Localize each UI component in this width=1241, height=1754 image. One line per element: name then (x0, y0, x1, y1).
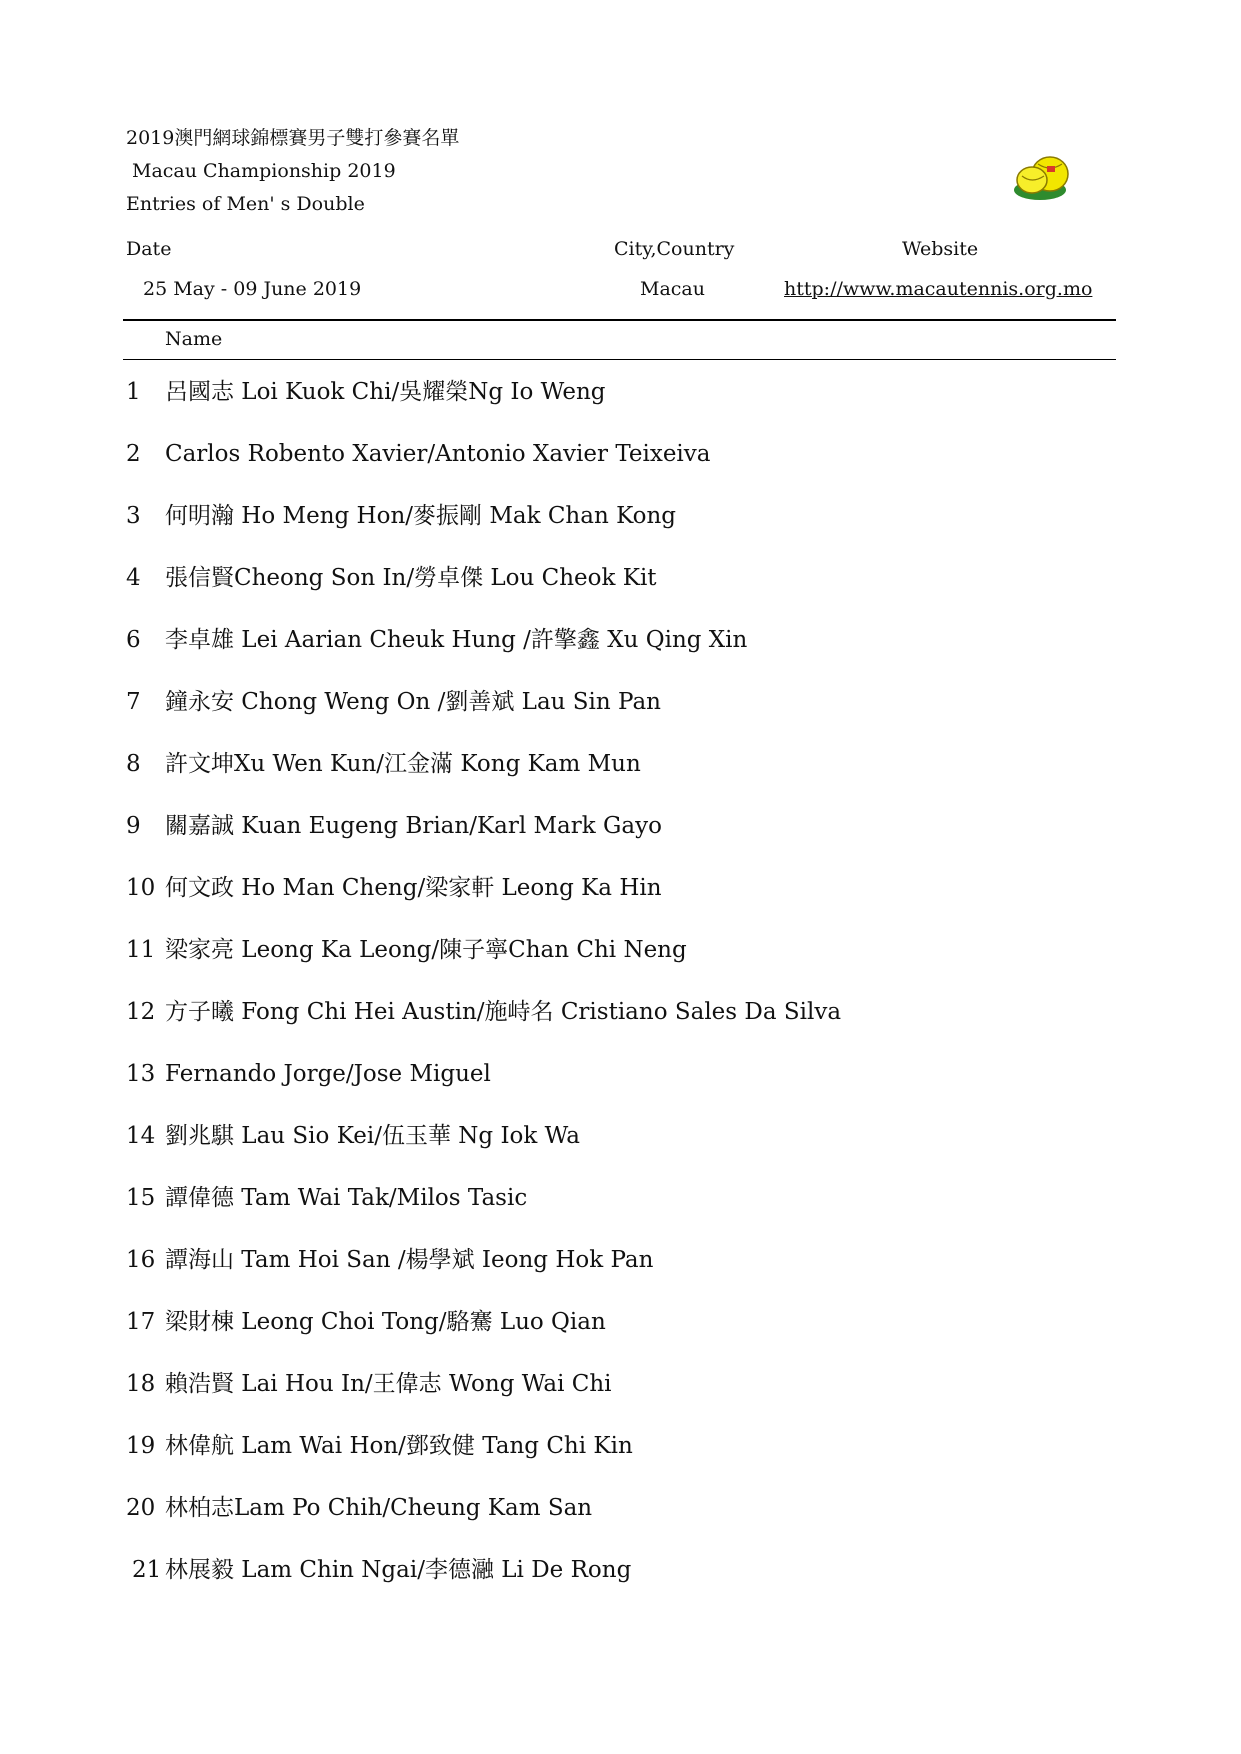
entry-number: 14 (126, 1123, 156, 1149)
entry-number: 17 (126, 1309, 156, 1335)
entry-number: 1 (126, 379, 141, 405)
entry-number: 19 (126, 1433, 156, 1459)
entry-names: 譚海山 Tam Hoi San /楊學斌 Ieong Hok Pan (165, 1247, 654, 1273)
entry-number: 11 (126, 937, 156, 963)
table-top-rule (123, 319, 1116, 321)
entry-names: 何明瀚 Ho Meng Hon/麥振剛 Mak Chan Kong (165, 503, 677, 529)
list-item (0, 868, 1241, 930)
list-item (0, 992, 1241, 1054)
name-column-header: Name (165, 328, 223, 350)
entry-number: 2 (126, 441, 141, 467)
entry-number: 15 (126, 1185, 156, 1211)
entry-number: 4 (126, 565, 141, 591)
entry-number: 18 (126, 1371, 156, 1397)
entry-names: 林展毅 Lam Chin Ngai/李德瀜 Li De Rong (165, 1557, 632, 1583)
list-item (0, 1426, 1241, 1488)
entry-names: 許文坤Xu Wen Kun/江金滿 Kong Kam Mun (165, 751, 641, 777)
entry-number: 20 (126, 1495, 156, 1521)
entry-names: 譚偉德 Tam Wai Tak/Milos Tasic (165, 1185, 528, 1211)
table-header-rule (123, 359, 1116, 360)
date-value: 25 May - 09 June 2019 (143, 278, 362, 300)
website-label: Website (902, 238, 979, 260)
entry-names: 方子曦 Fong Chi Hei Austin/施峙名 Cristiano Sales Da Silva (165, 999, 842, 1025)
list-item (0, 1550, 1241, 1612)
list-item (0, 372, 1241, 434)
title-english: Macau Championship 2019 (132, 160, 396, 182)
list-item (0, 806, 1241, 868)
city-value: Macau (640, 278, 705, 300)
tennis-ball-logo-icon-svg (1010, 152, 1080, 204)
list-item (0, 744, 1241, 806)
entry-names: 李卓雄 Lei Aarian Cheuk Hung /許擎鑫 Xu Qing Xin (165, 627, 748, 653)
entry-names: 賴浩賢 Lai Hou In/王偉志 Wong Wai Chi (165, 1371, 612, 1397)
list-item (0, 620, 1241, 682)
entry-names: Fernando Jorge/Jose Miguel (165, 1061, 491, 1087)
city-label: City,Country (614, 238, 735, 260)
entry-names: 劉兆騏 Lau Sio Kei/伍玉華 Ng Iok Wa (165, 1123, 580, 1149)
entry-number: 3 (126, 503, 141, 529)
list-item (0, 496, 1241, 558)
entry-number: 16 (126, 1247, 156, 1273)
entry-names: 林偉航 Lam Wai Hon/鄧致健 Tang Chi Kin (165, 1433, 633, 1459)
list-item (0, 1116, 1241, 1178)
list-item (0, 682, 1241, 744)
entry-names: Carlos Robento Xavier/Antonio Xavier Teixeiva (165, 441, 711, 467)
entry-number: 6 (126, 627, 141, 653)
title-chinese: 2019澳門網球錦標賽男子雙打參賽名單 (126, 127, 460, 149)
entry-number: 8 (126, 751, 141, 777)
entry-names: 張信賢Cheong Son In/勞卓傑 Lou Cheok Kit (165, 565, 657, 591)
list-item (0, 1488, 1241, 1550)
entry-names: 呂國志 Loi Kuok Chi/吳耀榮Ng Io Weng (165, 379, 606, 405)
entry-names: 梁家亮 Leong Ka Leong/陳子寧Chan Chi Neng (165, 937, 687, 963)
title-block (126, 122, 459, 221)
date-label: Date (126, 238, 172, 260)
list-item (0, 434, 1241, 496)
list-item (0, 1364, 1241, 1426)
entry-number: 7 (126, 689, 141, 715)
entry-number: 21 (132, 1557, 162, 1583)
subtitle-entries: Entries of Men' s Double (126, 193, 365, 215)
entry-number: 13 (126, 1061, 156, 1087)
entry-names: 林柏志Lam Po Chih/Cheung Kam San (165, 1495, 593, 1521)
entries-list (0, 372, 1241, 1612)
website-link[interactable]: http://www.macautennis.org.mo (784, 278, 1093, 300)
entry-number: 10 (126, 875, 156, 901)
list-item (0, 1240, 1241, 1302)
list-item (0, 558, 1241, 620)
list-item (0, 930, 1241, 992)
entry-number: 12 (126, 999, 156, 1025)
entry-names: 鐘永安 Chong Weng On /劉善斌 Lau Sin Pan (165, 689, 661, 715)
list-item (0, 1178, 1241, 1240)
list-item (0, 1054, 1241, 1116)
entry-names: 梁財棟 Leong Choi Tong/駱騫 Luo Qian (165, 1309, 606, 1335)
list-item (0, 1302, 1241, 1364)
entry-names: 關嘉誠 Kuan Eugeng Brian/Karl Mark Gayo (165, 813, 662, 839)
tennis-ball-logo-icon (1010, 152, 1080, 204)
entry-number: 9 (126, 813, 141, 839)
entry-names: 何文政 Ho Man Cheng/梁家軒 Leong Ka Hin (165, 875, 662, 901)
